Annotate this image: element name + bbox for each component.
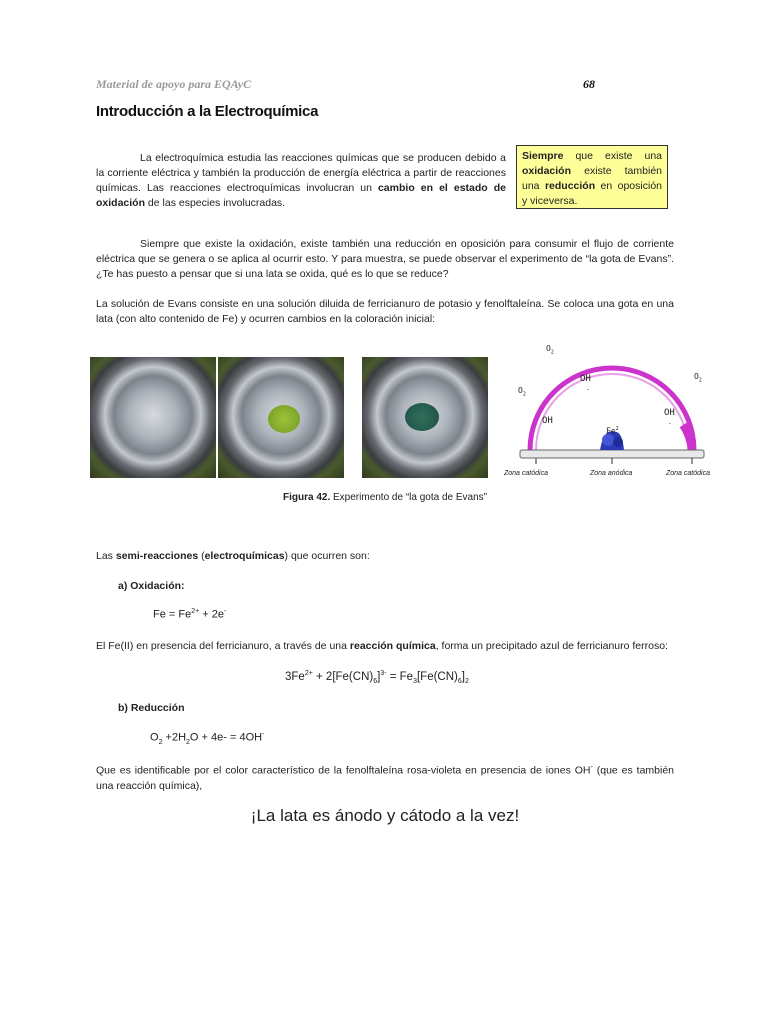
o2-label-right: $O_2$ [694,372,702,384]
figure-caption: Figura 42. Experimento de “la gota de Evans” [282,492,487,503]
o2-label-top: $O_2$ [546,344,554,356]
diagram-svg [500,340,762,490]
zone-label-right: Zona catódica [666,470,710,477]
page-number: 68 [583,77,595,91]
header-title: Material de apoyo para EQAyC [96,77,252,91]
oxidation-heading: a) Oxidación: [118,580,185,592]
can-photo-3 [362,357,488,478]
conclusion-line: ¡La lata es ánodo y cátodo a la vez! [250,806,520,825]
reduction-heading: b) Reducción [118,702,185,714]
can-photo-1 [90,357,216,478]
reduction-equation: $O_2 +2H_2O + 4e- = 4OH^-$ [150,731,265,746]
oh-label-left: OH [542,416,553,426]
zone-label-left: Zona catódica [504,470,548,477]
paragraph-oxidation: Siempre que existe la oxidación, existe también una reducción en oposición para consumir el flujo de corriente eléctrica que se genera o se aplica al ocurrir esto. Y para muestra, se puede observar el experimento de “la gota de Evans”. ¿Te has puesto a pensar que si una lata se oxida, qué es lo que se reduce? [96,238,674,280]
evans-drop-diagram [500,340,762,490]
ferricyanide-line: El Fe(II) en presencia del ferricianuro, a través de una reacción química, forma un precipitado azul de ferricianuro ferroso: [96,640,668,652]
oxidation-equation: $Fe = Fe^{2+} + 2e^-$ [153,608,227,621]
precipitate-equation: $3Fe^{2+} + 2[Fe(CN)_6]^{3-} = Fe_3[Fe(CN)_6]_2$ [285,670,469,686]
can-photo-2 [218,357,344,478]
o2-label-left: $O_2$ [518,386,526,398]
highlight-note: Siempre que existe una oxidación existe también una reducción en oposición y viceversa. [516,145,668,209]
oh-label-right: OH - [664,408,675,427]
identify-paragraph: Que es identificable por el color característico de la fenolftaleína rosa-violeta en presencia de iones OH- (que es también una reacción química), [96,764,675,792]
zone-label-center: Zona anódica [590,470,633,477]
oh-label-center: OH - [580,374,591,393]
section-title: Introducción a la Electroquímica [96,103,319,120]
intro-paragraph: La electroquímica estudia las reacciones químicas que se producen debido a la corriente eléctrica y también la producción de energía eléctrica a partir de reacciones químicas. Las reacciones electroquímicas involucran un cambio en el estado de oxidación de las especies involucradas. [96,152,506,209]
semi-reactions-line: Las semi-reacciones (electroquímicas) que ocurren son: [96,550,370,562]
paragraph-evans: La solución de Evans consiste en una solución diluida de ferricianuro de potasio y fenolftaleína. Se coloca una gota en una lata (con alto contenido de Fe) y ocurren cambios en la coloración inicial: [96,298,674,325]
fe-label: Fe$^2$ [606,426,619,436]
